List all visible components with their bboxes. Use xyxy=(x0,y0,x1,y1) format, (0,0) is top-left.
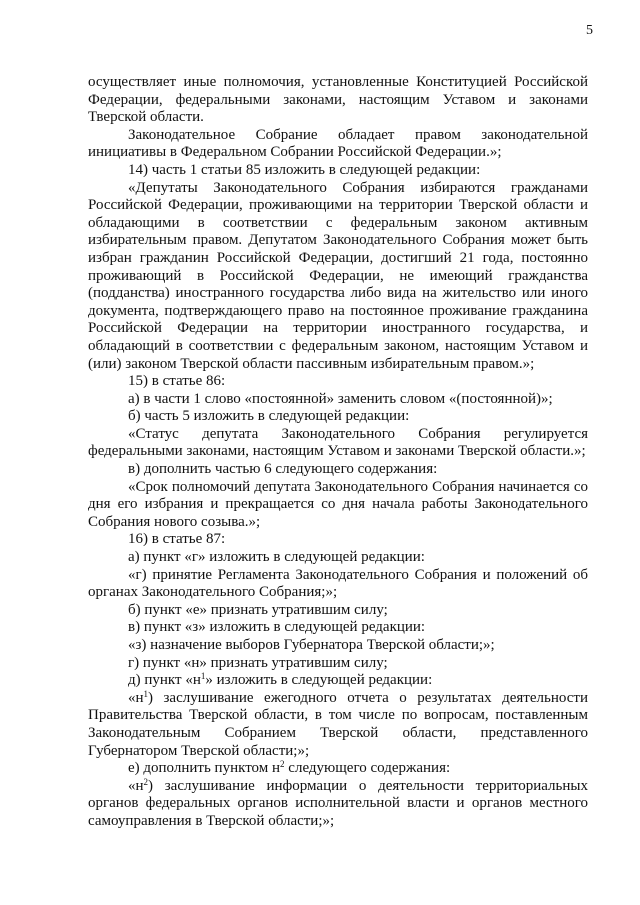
paragraph: «Статус депутата Законодательного Собрания регулируется федеральными законами, настоящим Уставом и законами Тверской области.»; xyxy=(88,425,588,460)
paragraph: осуществляет иные полномочия, установленные Конституцией Российской Федерации, федеральными законами, настоящим Уставом и законами Тверской области. xyxy=(88,74,588,126)
paragraph: Законодательное Собрание обладает правом законодательной инициативы в Федеральном Собрании Российской Федерации.»; xyxy=(88,126,588,161)
paragraph: е) дополнить пунктом $н^2$ следующего содержания: xyxy=(128,759,451,777)
paragraph: д) пункт «$н^1$» изложить в следующей редакции: xyxy=(128,671,433,689)
paragraph: б) часть 5 изложить в следующей редакции: xyxy=(128,408,410,425)
paragraph: «г) принятие Регламента Законодательного Собрания и положений об органах Законодательного Собрания;»; xyxy=(88,566,588,601)
paragraph: в) дополнить частью 6 следующего содержания: xyxy=(128,461,438,478)
paragraph: «$н^1$) заслушивание ежегодного отчета о результатах деятельности Правительства Тверской области, в том числе по вопросам, поставленным Законодательным Собранием Тверской области, представленного Губернатором Тверской области;»; xyxy=(88,688,588,759)
document-body xyxy=(88,74,588,831)
paragraph: «Срок полномочий депутата Законодательного Собрания начинается со дня его избрания и прекращается со дня начала работы Законодательного Собрания нового созыва.»; xyxy=(88,478,588,530)
paragraph: «Депутаты Законодательного Собрания избираются гражданами Российской Федерации, проживающими на территории Тверской области и обладающими в соответствии с федеральным законом активным избирательным правом. Депутатом Законодательного Собрания может быть избран гражданин Российской Федерации, достигший 21 года, постоянно проживающий в Российской Федерации, не имеющий гражданства (подданства) иностранного государства либо вида на жительство или иного документа, подтверждающего право на постоянное проживание гражданина Российской Федерации на территории иностранного государства, и обладающий в соответствии с федеральным законом, настоящим Уставом и (или) законом Тверской области пассивным избирательным правом.»; xyxy=(88,179,588,372)
paragraph: 16) в статье 87: xyxy=(128,531,226,548)
paragraph: 15) в статье 86: xyxy=(128,373,226,390)
paragraph: в) пункт «з» изложить в следующей редакции: xyxy=(128,619,426,636)
paragraph: а) в части 1 слово «постоянной» заменить словом «(постоянной)»; xyxy=(128,390,553,407)
page-number: 5 xyxy=(586,23,593,38)
paragraph: б) пункт «е» признать утратившим силу; xyxy=(128,601,388,618)
paragraph: «з) назначение выборов Губернатора Тверской области;»; xyxy=(128,637,495,653)
paragraph: а) пункт «г» изложить в следующей редакции: xyxy=(128,549,425,566)
paragraph: 14) часть 1 статьи 85 изложить в следующей редакции: xyxy=(128,161,481,178)
paragraph: «$н^2$) заслушивание информации о деятельности территориальных органов федеральных органов исполнительной власти и органов местного самоуправления в Тверской области;»; xyxy=(88,776,588,829)
paragraph: г) пункт «н» признать утратившим силу; xyxy=(128,654,388,671)
